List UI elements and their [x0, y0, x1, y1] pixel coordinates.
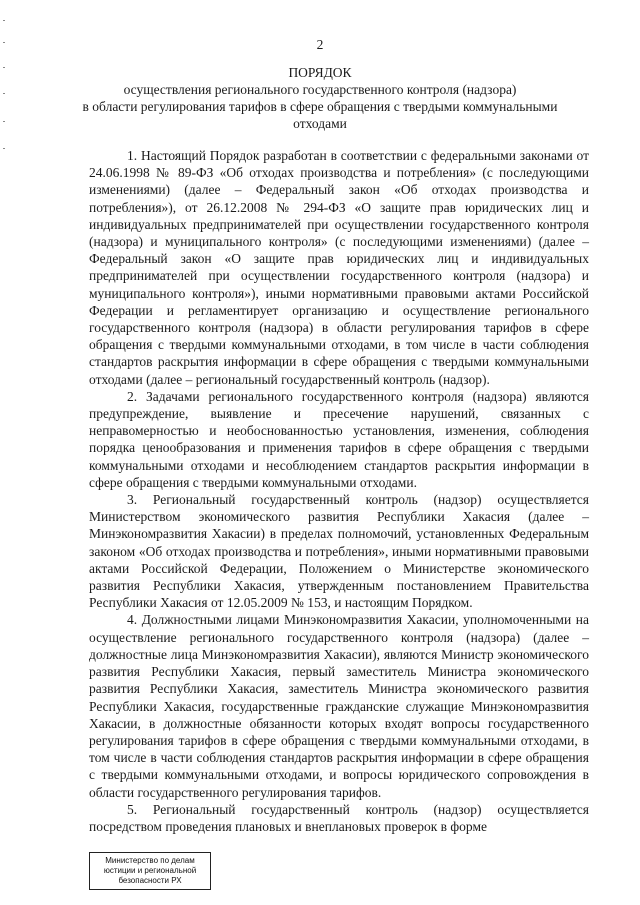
paragraph-4: 4. Должностными лицами Минэкономразвития Хакасии, уполномоченными на осуществление регионального государственного контроля (надзора) (далее – должностные лица Минэкономразвития Хакасии), являются Министр экономического развития Республики Хакасия, первый заместитель Министра экономического развития Республики Хакасия, заместитель Министра экономического развития Республики Хакасия, государственные гражданские служащие Минэкономразвития Хакасии, в должностные обязанности которых входят вопросы государственного регулирования тарифов в сфере обращения с твердыми коммунальными отходами, в том числе в части соблюдения стандартов раскрытия информации в сфере обращения с твердыми коммунальными отходами, и вопросы юридического сопровождения в области государственного регулирования тарифов. — [89, 612, 589, 800]
stamp-line-3: безопасности РХ — [118, 876, 182, 885]
page-number: 2 — [316, 37, 324, 52]
paragraph-2: 2. Задачами регионального государственного контроля (надзора) являются предупреждение, выявление и пресечение нарушений, связанных с неправомерностью и необоснованностью установления, изменения, соблюдения порядка ценообразования и применения тарифов в сфере обращения с твердыми коммунальными отходами и несоблюдением стандартов раскрытия информации в сфере обращения с твердыми коммунальными отходами. — [89, 388, 589, 490]
document-subtitle-line-1: осуществления регионального государственного контроля (надзора) — [123, 82, 517, 97]
registration-stamp — [89, 852, 211, 890]
paragraph-5: 5. Региональный государственный контроль (надзор) осуществляется посредством проведения плановых и внеплановых проверок в форме — [89, 801, 589, 834]
paragraph-1: 1. Настоящий Порядок разработан в соответствии с федеральными законами от 24.06.1998 № 89-ФЗ «Об отходах производства и потребления» (с последующими изменениями) (далее – Федеральный закон «Об отходах производства и потребления»), от 26.12.2008 № 294-ФЗ «О защите прав юридических лиц и индивидуальных предпринимателей при осуществлении государственного контроля (надзора) и муниципального контроля» (с последующими изменениями) (далее – Федеральный закон «О защите прав юридических лиц и индивидуальных предпринимателей при осуществлении государственного контроля (надзора) и муниципального контроля»), иными нормативными правовыми актами Российской Федерации и регламентирует организацию и осуществление регионального государственного контроля (надзора) в области регулирования тарифов в сфере обращения с твердыми коммунальными отходами, в том числе в части соблюдения стандартов раскрытия информации в сфере обращения с твердыми коммунальными отходами (далее – региональный государственный контроль (надзор). — [89, 148, 589, 387]
document-heading — [0, 64, 640, 132]
document-body — [89, 147, 589, 835]
stamp-line-1: Министерство по делам — [105, 856, 195, 865]
paragraph-3: 3. Региональный государственный контроль (надзор) осуществляется Министерством экономического развития Республики Хакасия (далее – Минэкономразвития Хакасии) в пределах полномочий, установленных Федеральным законом «Об отходах производства и потребления», иными нормативными правовыми актами Российской Федерации, Положением о Министерстве экономического развития Республики Хакасия, утвержденным постановлением Правительства Республики Хакасия от 12.05.2009 № 153, и настоящим Порядком. — [89, 492, 589, 611]
document-subtitle-line-2: в области регулирования тарифов в сфере обращения с твердыми коммунальными — [82, 99, 558, 114]
document-subtitle-line-3: отходами — [293, 116, 347, 131]
document-title: ПОРЯДОК — [288, 65, 352, 80]
stamp-line-2: юстиции и региональной — [103, 866, 197, 875]
